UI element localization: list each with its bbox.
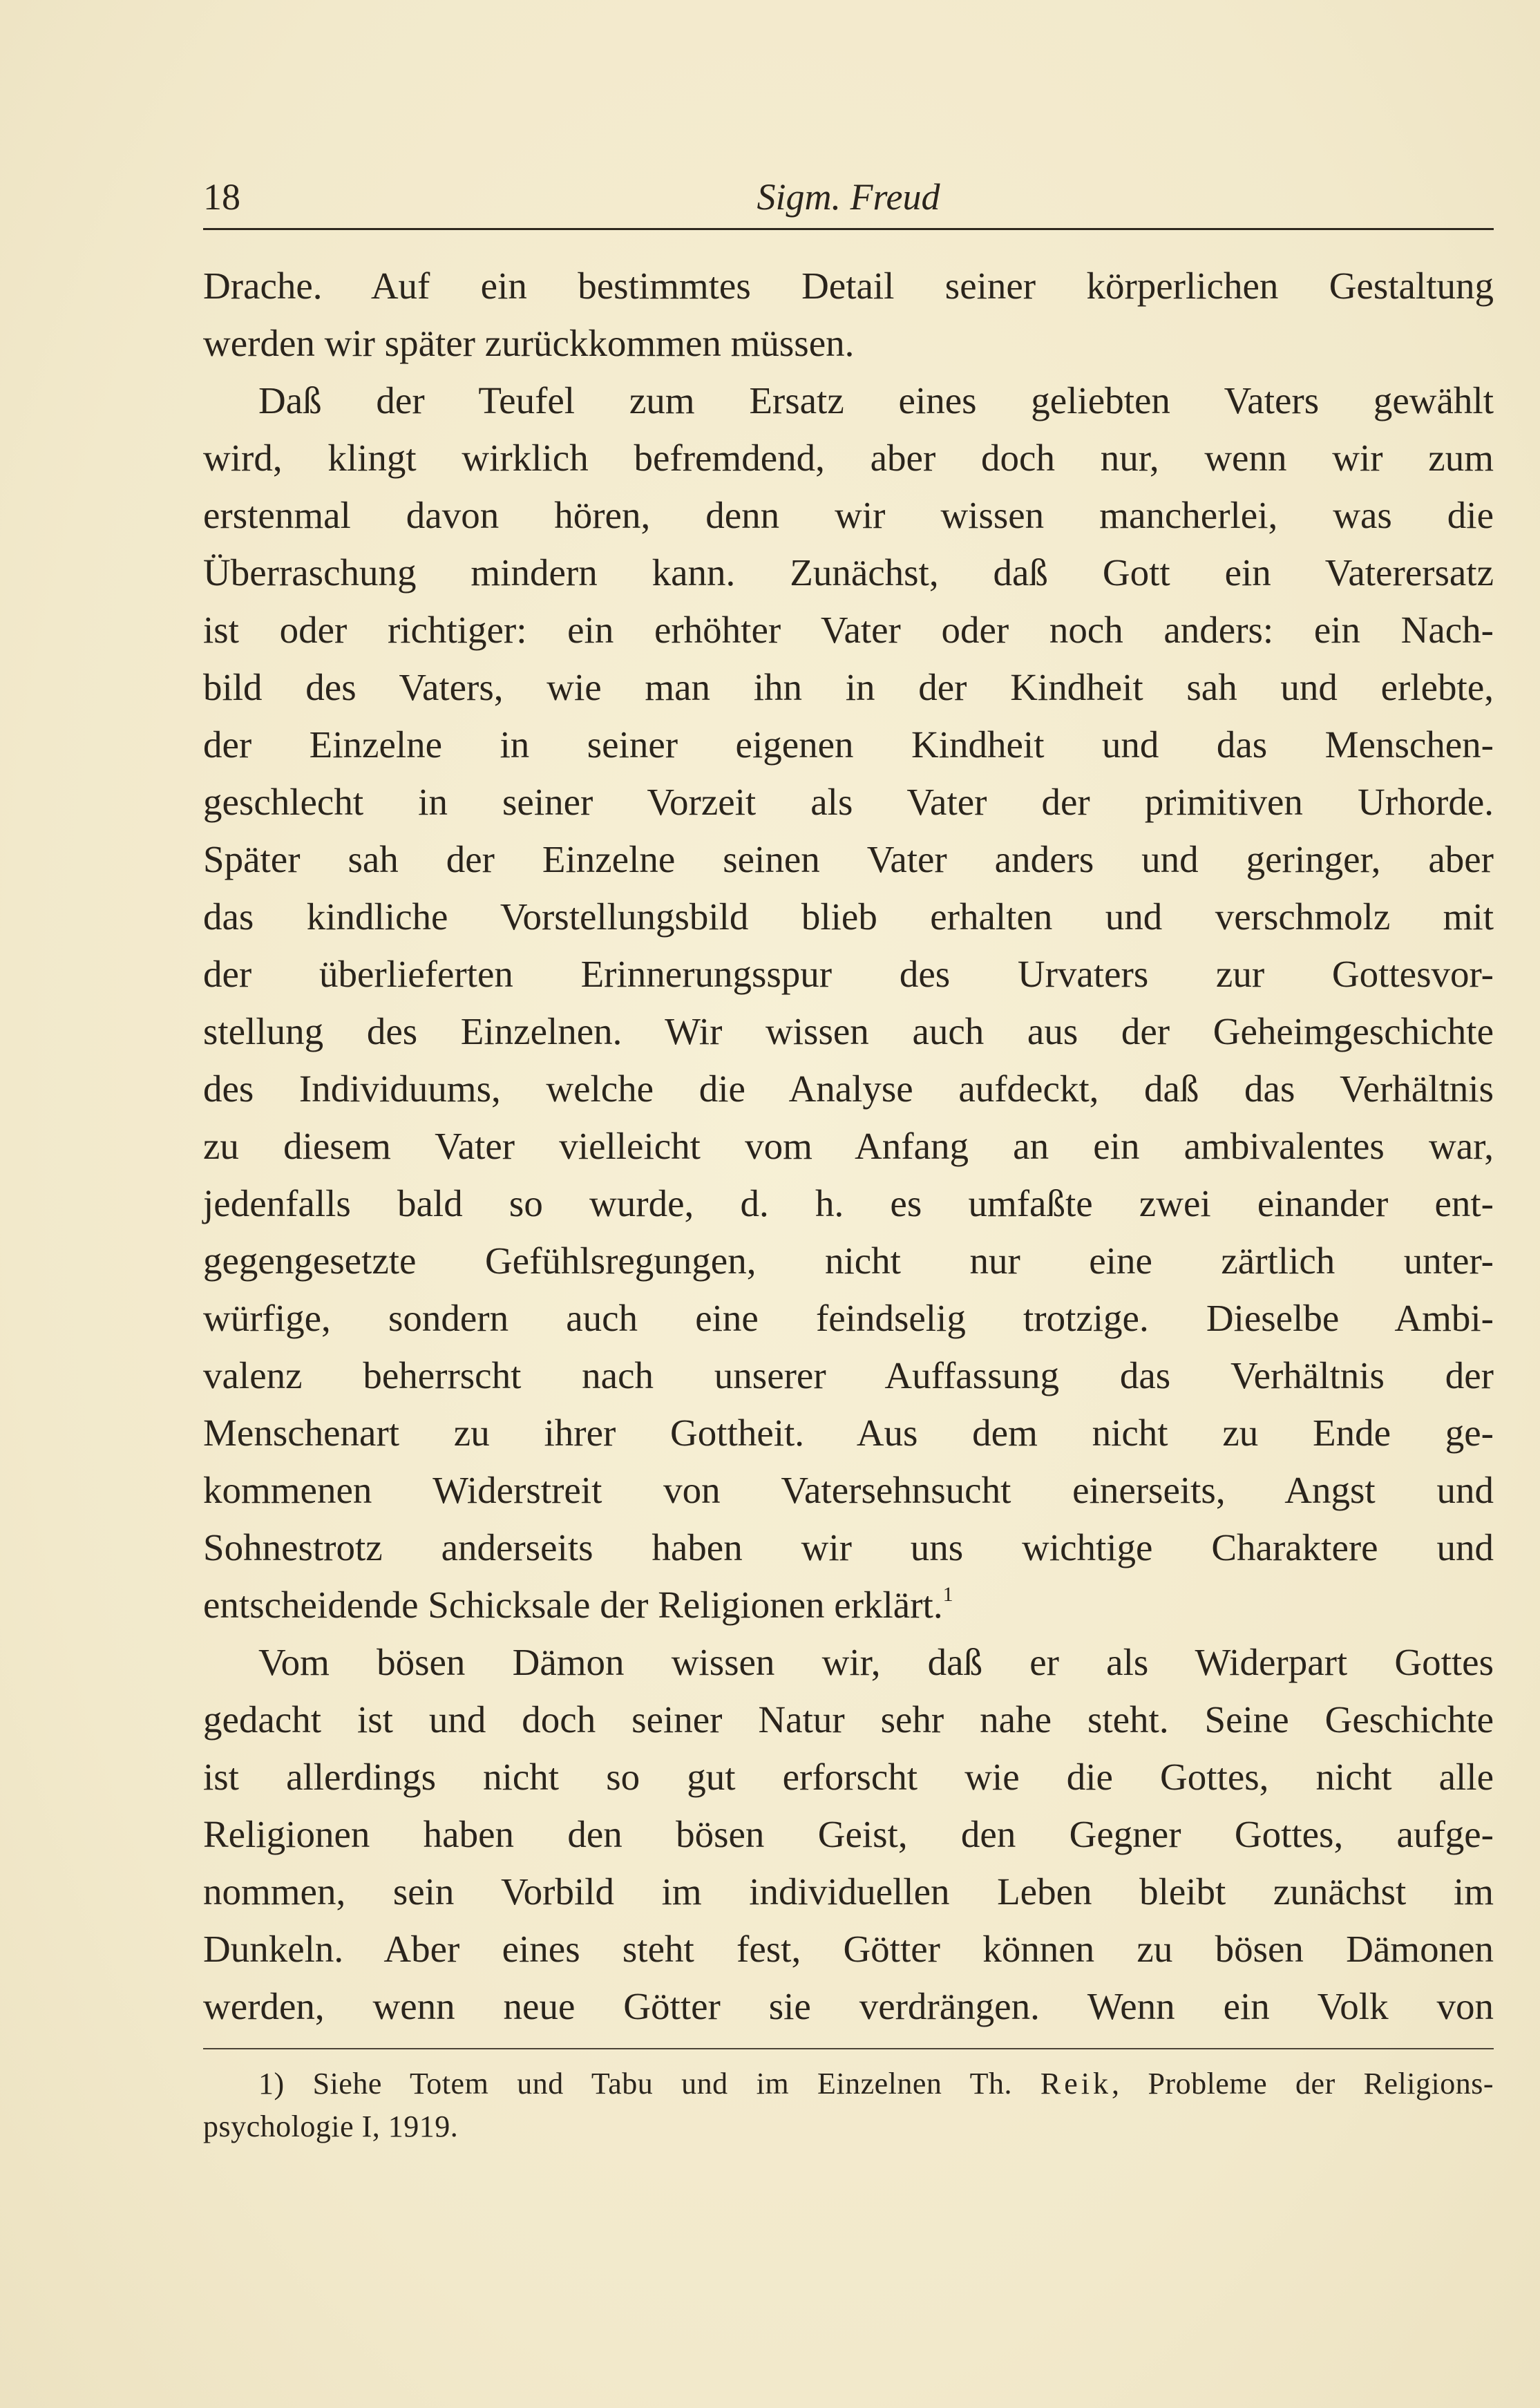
text-line: gedacht ist und doch seiner Natur sehr nahe steht. Seine Geschichte — [203, 1698, 1494, 1741]
text-line: das kindliche Vorstellungsbild blieb erhalten und verschmolz mit — [203, 895, 1494, 938]
footnote-text: , Probleme der Religions- — [1112, 2067, 1494, 2101]
text-line: gegengesetzte Gefühlsregungen, nicht nur eine zärtlich unter- — [203, 1240, 1494, 1282]
text-line: würfige, sondern auch eine feindselig trotzige. Dieselbe Ambi- — [203, 1297, 1494, 1339]
text-line-content: entscheidende Schicksale der Religionen erklärt. — [203, 1584, 943, 1626]
page-number: 18 — [203, 176, 240, 218]
text-line: werden wir später zurückkommen müssen. — [203, 322, 855, 364]
footnote-rule — [203, 2048, 1494, 2049]
text-line: stellung des Einzelnen. Wir wissen auch aus der Geheimgeschichte — [203, 1010, 1494, 1052]
text-line: Drache. Auf ein bestimmtes Detail seiner körperlichen Gestaltung — [203, 265, 1494, 307]
text-line: kommenen Widerstreit von Vatersehnsucht einerseits, Angst und — [203, 1469, 1494, 1511]
text-line: ist oder richtiger: ein erhöhter Vater oder noch anders: ein Nach- — [203, 609, 1494, 651]
text-line-with-footnote — [203, 1576, 1494, 1633]
footnote-text: 1) Siehe Totem und Tabu und im Einzelnen Th. — [258, 2067, 1012, 2101]
text-line: Religionen haben den bösen Geist, den Gegner Gottes, aufge- — [203, 1813, 1494, 1855]
text-line: nommen, sein Vorbild im individuellen Leben bleibt zunächst im — [203, 1870, 1494, 1913]
text-line: ist allerdings nicht so gut erforscht wie die Gottes, nicht alle — [203, 1756, 1494, 1798]
text-line: der Einzelne in seiner eigenen Kindheit und das Menschen- — [203, 723, 1494, 766]
text-line: des Individuums, welche die Analyse aufdeckt, daß das Verhältnis — [203, 1068, 1494, 1110]
text-line: jedenfalls bald so wurde, d. h. es umfaßte zwei einander ent- — [203, 1182, 1494, 1224]
footnote-marker: 1 — [942, 1583, 953, 1606]
text-line: Später sah der Einzelne seinen Vater anders und geringer, aber — [203, 838, 1494, 880]
footnote-line: psychologie I, 1919. — [203, 2110, 459, 2143]
footnotes — [203, 2063, 1494, 2148]
text-line: geschlecht in seiner Vorzeit als Vater der primitiven Urhorde. — [203, 781, 1494, 823]
text-line: Sohnestrotz anderseits haben wir uns wichtige Charaktere und — [203, 1526, 1494, 1568]
header-rule — [203, 228, 1494, 230]
text-line: Überraschung mindern kann. Zunächst, daß Gott ein Vaterersatz — [203, 551, 1494, 594]
text-line: erstenmal davon hören, denn wir wissen mancherlei, was die — [203, 494, 1494, 536]
text-line: Daß der Teufel zum Ersatz eines geliebten Vaters gewählt — [258, 379, 1494, 421]
text-line: Menschenart zu ihrer Gottheit. Aus dem nicht zu Ende ge- — [203, 1412, 1494, 1454]
body-text — [203, 257, 1494, 2035]
text-line: bild des Vaters, wie man ihn in der Kindheit sah und erlebte, — [203, 666, 1494, 708]
text-line: valenz beherrscht nach unserer Auffassung das Verhältnis der — [203, 1354, 1494, 1396]
text-line: wird, klingt wirklich befremdend, aber doch nur, wenn wir zum — [203, 437, 1494, 479]
page-header — [203, 173, 1494, 228]
text-line: werden, wenn neue Götter sie verdrängen. Wenn ein Volk von — [203, 1985, 1494, 2027]
text-line: zu diesem Vater vielleicht vom Anfang an ein ambivalentes war, — [203, 1125, 1494, 1167]
text-line: Dunkeln. Aber eines steht fest, Götter können zu bösen Dämonen — [203, 1928, 1494, 1970]
text-line: Vom bösen Dämon wissen wir, daß er als Widerpart Gottes — [258, 1641, 1494, 1683]
running-head: Sigm. Freud — [757, 176, 940, 218]
footnote-line — [203, 2063, 1494, 2105]
footnote-author: Reik — [1040, 2067, 1112, 2101]
text-line: der überlieferten Erinnerungsspur des Urvaters zur Gottesvor- — [203, 953, 1494, 995]
